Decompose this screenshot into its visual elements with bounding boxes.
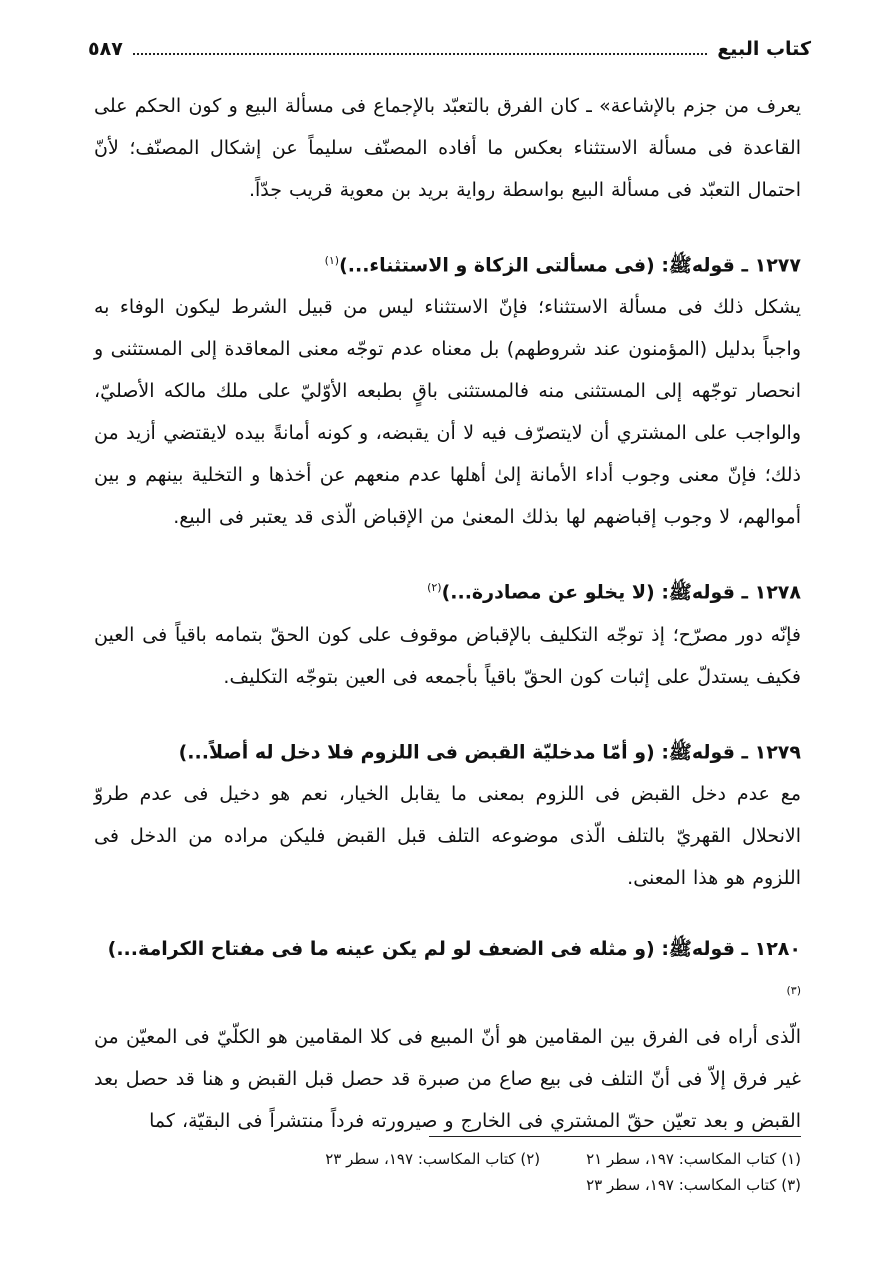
section-1278 — [94, 567, 801, 697]
footnote-divider — [429, 1136, 801, 1137]
page-number: ٥٨٧ — [88, 38, 123, 60]
header-leader-dots — [133, 43, 707, 55]
main-text — [94, 85, 801, 1142]
section-body: مع عدم دخل القبض فى اللزوم بمعنى ما يقابل الخيار، نعم هو دخيل فى عدم طروّ الانحلال القهريّ بالتلف الّذى موضوعه التلف قبل القبض فليكن مراده من الدخل فى اللزوم هو هذا المعنى. — [94, 782, 801, 889]
intro-paragraph: يعرف من جزم بالإشاعة» ـ كان الفرق بالتعبّد بالإجماع فى مسألة البيع و كون الحكم على القاعدة فى مسألة الاستثناء بعكس ما أفاده المصنّف سليماً عن إشكال المصنّف؛ لأنّ احتمال التعبّد فى مسألة البيع بواسطة رواية بريد بن معوية قريب جدّاً. — [94, 95, 801, 201]
footnote-marker: (١) — [324, 254, 340, 267]
header-title: كتاب البيع — [717, 38, 811, 60]
section-heading — [94, 567, 801, 613]
footnote-1: (١) كتاب المكاسب: ١٩٧، سطر ٢١ — [586, 1150, 801, 1168]
section-heading-text: ١٢٨٠ ـ قوله‌ﷺ: (و مثله فى الضعف لو لم يكن عينه ما فى مفتاح الكرامة...) — [107, 937, 801, 960]
section-body: فإنّه دور مصرّح؛ إذ توجّه التكليف بالإقباض موقوف على كون الحقّ بتمامه باقياً فى العين فكيف يستدلّ على إثبات كون الحقّ باقياً بأجمعه فى العين بتوجّه التكليف. — [94, 623, 801, 688]
section-heading-text: ١٢٧٧ ـ قوله‌ﷺ: (فى مسألتى الزكاة و الاستثناء...) — [339, 254, 801, 277]
section-body: الّذى أراه فى الفرق بين المقامين هو أنّ المبيع فى كلا المقامين هو الكلّيّ فى المعيّن من غير فرق إلاّ فى أنّ التلف فى بيع صاع من صبرة قد حصل قبل القبض و هنا قد حصل بعد القبض و بعد تعيّن حقّ المشتري فى الخارج و صيرورته فرداً منتشراً فى البقيّة، كما — [94, 1026, 801, 1133]
section-1277 — [94, 240, 801, 538]
section-1279 — [94, 727, 801, 899]
footnote-marker: (٢) — [427, 581, 442, 595]
footnote-marker: (٣) — [786, 983, 801, 997]
section-1280 — [94, 928, 801, 1142]
section-heading-text: ١٢٧٩ ـ قوله‌ﷺ: (و أمّا مدخليّة القبض فى اللزوم فلا دخل له أصلاً...) — [178, 740, 801, 763]
running-header — [88, 34, 811, 64]
footnote-3: (٣) كتاب المكاسب: ١٩٧، سطر ٢٣ — [586, 1176, 801, 1194]
footnote-2: (٢) كتاب المكاسب: ١٩٧، سطر ٢٣ — [325, 1150, 541, 1168]
section-body: يشكل ذلك فى مسألة الاستثناء؛ فإنّ الاستثناء ليس من قبيل الشرط ليكون الوفاء به واجباً بدليل (المؤمنون عند شروطهم) بل معناه عدم توجّه معنى المعاقدة إلى المستثنى و انحصار توجّهه إلى المستثنى منه فالمستثنى باقٍ بطبعه الأوّليّ على ملك مالكه الأصليّ، والواجب على المشتري أن لايتصرّف فيه لا أن يقبضه، و كونه أمانةً بيده لايقتضي أزيد من ذلك؛ فإنّ معنى وجوب أداء الأمانة إلىٰ أهلها عدم منعهم عن أخذها و التخلية بينهم و بين أموالهم، لا وجوب إقباضهم لها بذلك المعنىٰ من الإقباض الّذى قد يعتبر فى البيع. — [94, 296, 801, 529]
footnote-row — [94, 1172, 801, 1198]
footnotes — [94, 1146, 801, 1198]
section-heading — [94, 727, 801, 773]
section-heading — [94, 928, 801, 1016]
section-heading — [94, 240, 801, 286]
section-heading-text: ١٢٧٨ ـ قوله‌ﷺ: (لا يخلو عن مصادرة...) — [441, 581, 801, 604]
footnote-row — [94, 1146, 801, 1172]
